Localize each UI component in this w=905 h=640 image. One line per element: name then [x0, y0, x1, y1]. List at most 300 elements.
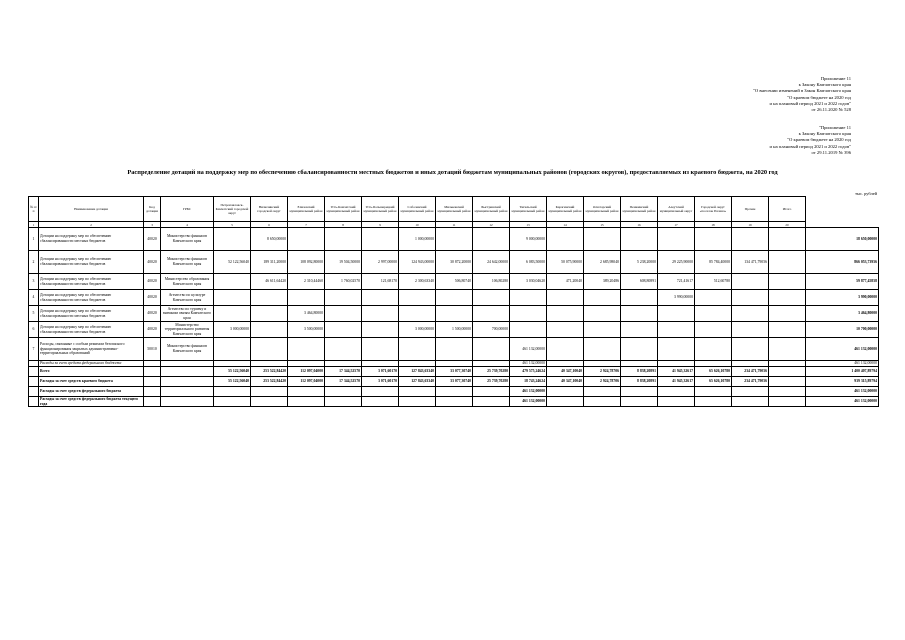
- column-number: 14: [547, 222, 584, 228]
- row-value: [214, 290, 251, 306]
- column-number: 5: [214, 222, 251, 228]
- totals-value: [288, 397, 325, 407]
- totals-value: 17 344,52570: [325, 367, 362, 377]
- totals-value: 461 132,00000: [510, 387, 547, 397]
- row-value: [732, 338, 769, 361]
- column-header: Мильковский муниципальный район: [436, 197, 473, 222]
- column-header: ГРБС: [161, 197, 214, 222]
- totals-value: 40 347,10040: [547, 367, 584, 377]
- column-number: 17: [658, 222, 695, 228]
- appendix-block-current: [753, 76, 851, 113]
- row-value: 24 642,00000: [473, 251, 510, 274]
- column-number: 8: [325, 222, 362, 228]
- row-value: 85 784,40000: [695, 251, 732, 274]
- row-value: [399, 338, 436, 361]
- column-number: 6: [251, 222, 288, 228]
- totals-value: [732, 397, 769, 407]
- row-value: 50 075,90000: [547, 251, 584, 274]
- totals-value: [251, 397, 288, 407]
- row-value: 2 685,98040: [584, 251, 621, 274]
- row-value: [658, 228, 695, 251]
- totals-value: 33 077,30740: [436, 377, 473, 387]
- totals-value: 479 575,24624: [510, 367, 547, 377]
- row-value: 461 132,00000: [510, 361, 547, 367]
- column-number: 16: [621, 222, 658, 228]
- table-row: [29, 306, 879, 322]
- row-value: [584, 228, 621, 251]
- column-number: 3: [144, 222, 161, 228]
- row-value: [251, 322, 288, 338]
- row-value: [214, 274, 251, 290]
- column-number: 4: [161, 222, 214, 228]
- row-name: Дотации на поддержку мер по обеспечению сбалансированности местных бюджетов: [39, 322, 144, 338]
- totals-value: 65 626,10780: [695, 367, 732, 377]
- row-code: 40020: [144, 290, 161, 306]
- appendix-line: от 26.11.2020 № 528: [811, 107, 851, 113]
- row-number: [29, 367, 39, 377]
- row-grbs: Министерство финансов Камчатского края: [161, 251, 214, 274]
- row-value: [436, 306, 473, 322]
- totals-value: [473, 387, 510, 397]
- row-grbs: Министерство финансов Камчатского края: [161, 228, 214, 251]
- row-value: [510, 306, 547, 322]
- totals-value: [436, 397, 473, 407]
- totals-value: [399, 397, 436, 407]
- row-value: [325, 290, 362, 306]
- row-value: 506,80740: [436, 274, 473, 290]
- column-header: № п/п: [29, 197, 39, 222]
- totals-value: [769, 397, 806, 407]
- totals-label: Расходы за счет средств федерального бюджета: [39, 387, 144, 397]
- totals-value: [769, 367, 806, 377]
- row-code: 50010: [144, 338, 161, 361]
- row-code: [144, 377, 161, 387]
- row-code: [144, 397, 161, 407]
- row-value: 8 650,00000: [251, 228, 288, 251]
- row-value: 19 504,50000: [325, 251, 362, 274]
- totals-value: 112 097,04000: [288, 367, 325, 377]
- totals-value: 41 945,32617: [658, 367, 695, 377]
- row-value: 3 990,00000: [658, 290, 695, 306]
- row-value: 124 943,00000: [399, 251, 436, 274]
- row-value: [362, 322, 399, 338]
- totals-value: 33 077,30740: [436, 367, 473, 377]
- appendix-line: и на плановый период 2021 и 2022 годов": [769, 143, 851, 149]
- row-value: [769, 290, 806, 306]
- row-value: [695, 290, 732, 306]
- row-value: 471,20040: [547, 274, 584, 290]
- totals-value: [769, 387, 806, 397]
- row-code: 40020: [144, 228, 161, 251]
- row-value: 1 000,00000: [399, 228, 436, 251]
- row-value: [510, 322, 547, 338]
- row-value: 3 500,00000: [288, 322, 325, 338]
- totals-value: 25 739,70280: [473, 377, 510, 387]
- row-number: 2: [29, 251, 39, 274]
- totals-value: 2 924,78706: [584, 367, 621, 377]
- column-header: Вилючинский городской округ: [251, 197, 288, 222]
- totals-label: Расходы за счет средств краевого бюджета: [39, 377, 144, 387]
- table-row: [29, 338, 879, 361]
- row-code: [144, 387, 161, 397]
- row-value: 46 611,64420: [251, 274, 288, 290]
- totals-value: [362, 397, 399, 407]
- appendix-line: к Закону Камчатского края: [798, 131, 851, 137]
- column-header: Пенжинский муниципальный район: [621, 197, 658, 222]
- row-total: 866 053,73956: [806, 251, 879, 274]
- totals-value: 17 344,52570: [325, 377, 362, 387]
- row-value: [695, 338, 732, 361]
- row-total: 59 877,45858: [806, 274, 879, 290]
- row-number: [29, 397, 39, 407]
- column-header: Алеутский муниципальный округ: [658, 197, 695, 222]
- totals-total: 939 315,89794: [806, 377, 879, 387]
- column-header: Городской округ «поселок Палана»: [695, 197, 732, 222]
- totals-value: [621, 387, 658, 397]
- totals-row: [29, 387, 879, 397]
- column-header: Наименование дотации: [39, 197, 144, 222]
- totals-total: 1 400 407,89794: [806, 367, 879, 377]
- row-value: [436, 338, 473, 361]
- totals-value: 18 743,24624: [510, 377, 547, 387]
- row-value: 6 083,50000: [510, 251, 547, 274]
- row-value: [732, 290, 769, 306]
- row-value: [362, 306, 399, 322]
- row-value: [769, 228, 806, 251]
- appendix-line: "О краевом бюджете на 2020 год: [787, 137, 851, 143]
- row-number: 4: [29, 290, 39, 306]
- row-value: [547, 306, 584, 322]
- row-value: 461 132,00000: [510, 338, 547, 361]
- row-value: [473, 290, 510, 306]
- row-value: 5 238,20000: [621, 251, 658, 274]
- row-name: Дотации на поддержку мер по обеспечению сбалансированности местных бюджетов: [39, 251, 144, 274]
- row-value: [251, 338, 288, 361]
- row-total: 3 464,80000: [806, 306, 879, 322]
- row-value: [769, 338, 806, 361]
- row-number: [29, 387, 39, 397]
- appendix-line: к Закону Камчатского края: [798, 82, 851, 88]
- appendix-line: от 29.11.2019 № 396: [811, 149, 851, 155]
- totals-total: 461 132,00000: [806, 397, 879, 407]
- totals-value: 25 739,70280: [473, 367, 510, 377]
- row-value: [695, 322, 732, 338]
- totals-value: [362, 387, 399, 397]
- row-value: [621, 306, 658, 322]
- column-number: 7: [288, 222, 325, 228]
- appendix-line: и на плановый период 2021 и 2022 годов": [769, 100, 851, 106]
- table-row: [29, 322, 879, 338]
- row-total: 461 132,00000: [806, 338, 879, 361]
- row-total: 3 990,00000: [806, 290, 879, 306]
- totals-value: [547, 387, 584, 397]
- totals-value: 55 122,56040: [214, 377, 251, 387]
- totals-value: 127 843,63340: [399, 367, 436, 377]
- row-number: 7: [29, 338, 39, 361]
- totals-value: 127 843,63340: [399, 377, 436, 387]
- row-value: [325, 306, 362, 322]
- column-header: Карагинский муниципальный район: [547, 197, 584, 222]
- row-value: [399, 306, 436, 322]
- totals-value: 112 097,04000: [288, 377, 325, 387]
- column-header: Итого: [769, 197, 806, 222]
- row-value: [251, 306, 288, 322]
- row-value: [547, 322, 584, 338]
- column-number: 15: [584, 222, 621, 228]
- totals-value: [695, 397, 732, 407]
- column-number: 18: [695, 222, 732, 228]
- row-value: 3 030,04620: [510, 274, 547, 290]
- column-header: Елизовский муниципальный район: [288, 197, 325, 222]
- column-number: 11: [436, 222, 473, 228]
- row-value: [621, 322, 658, 338]
- row-value: 389,20486: [584, 274, 621, 290]
- totals-value: 8 838,20891: [621, 367, 658, 377]
- totals-value: 234 471,79056: [732, 367, 769, 377]
- totals-value: 40 347,10040: [547, 377, 584, 387]
- row-value: [214, 228, 251, 251]
- row-value: [769, 306, 806, 322]
- row-value: 3 464,80000: [288, 306, 325, 322]
- row-value: 30 872,20000: [436, 251, 473, 274]
- totals-value: [288, 387, 325, 397]
- column-number: 12: [473, 222, 510, 228]
- totals-row: [29, 377, 879, 387]
- row-value: [732, 274, 769, 290]
- row-value: [621, 228, 658, 251]
- row-number: 3: [29, 274, 39, 290]
- row-value: [436, 290, 473, 306]
- row-value: [695, 306, 732, 322]
- totals-value: [214, 387, 251, 397]
- row-value: 3 000,00000: [214, 322, 251, 338]
- row-value: [584, 290, 621, 306]
- row-value: 3 000,00000: [399, 322, 436, 338]
- column-number: 2: [39, 222, 144, 228]
- row-grbs: Министерство территориального развития Камчатского края: [161, 322, 214, 338]
- row-value: 29 225,90000: [658, 251, 695, 274]
- row-code: 40020: [144, 251, 161, 274]
- row-value: 721,41617: [658, 274, 695, 290]
- row-value: [436, 228, 473, 251]
- totals-value: [584, 387, 621, 397]
- row-value: [658, 306, 695, 322]
- column-header: Тигильский муниципальный район: [510, 197, 547, 222]
- appendix-line: Приложение 11: [820, 76, 851, 81]
- row-value: 52 122,56040: [214, 251, 251, 274]
- row-value: 1 760,02570: [325, 274, 362, 290]
- row-total: 18 650,00000: [806, 228, 879, 251]
- totals-value: 253 522,84420: [251, 367, 288, 377]
- row-value: [325, 228, 362, 251]
- totals-value: [769, 377, 806, 387]
- table-row: [29, 290, 879, 306]
- row-name: Дотации на поддержку мер по обеспечению сбалансированности местных бюджетов: [39, 274, 144, 290]
- totals-value: 3 071,60170: [362, 377, 399, 387]
- row-code: 40020: [144, 322, 161, 338]
- units-label: тыс. рублей: [855, 191, 877, 196]
- row-grbs: Министерство образования Камчатского края: [161, 274, 214, 290]
- totals-label: Расходы за счет средств федерального бюджета текущего года: [39, 397, 144, 407]
- row-value: 121,68170: [362, 274, 399, 290]
- row-value: [399, 290, 436, 306]
- row-value: [621, 338, 658, 361]
- column-header: Усть-Большерецкий муниципальный район: [362, 197, 399, 222]
- row-name: Дотации на поддержку мер по обеспечению сбалансированности местных бюджетов: [39, 306, 144, 322]
- column-header: Код дотации: [144, 197, 161, 222]
- column-header: Олюторский муниципальный район: [584, 197, 621, 222]
- totals-value: [325, 387, 362, 397]
- totals-value: 55 122,56040: [214, 367, 251, 377]
- row-value: [473, 338, 510, 361]
- table-header-row: [29, 197, 879, 222]
- row-number: [29, 377, 39, 387]
- totals-value: [473, 397, 510, 407]
- row-grbs: Агентство по культуре Камчатского края: [161, 290, 214, 306]
- column-header: Соболевский муниципальный район: [399, 197, 436, 222]
- totals-value: [325, 397, 362, 407]
- totals-value: 234 471,79056: [732, 377, 769, 387]
- column-number: 1: [29, 222, 39, 228]
- row-value: [288, 338, 325, 361]
- column-number: 13: [510, 222, 547, 228]
- row-value: [658, 338, 695, 361]
- appendix-block-original: [770, 125, 851, 156]
- row-value: [325, 322, 362, 338]
- row-value: [584, 338, 621, 361]
- row-value: [325, 338, 362, 361]
- row-total: 461 132,00000: [806, 361, 879, 367]
- row-value: 106,80280: [473, 274, 510, 290]
- row-value: [584, 306, 621, 322]
- totals-value: [399, 387, 436, 397]
- column-header: Прочие: [732, 197, 769, 222]
- row-value: [214, 306, 251, 322]
- row-value: [510, 290, 547, 306]
- row-value: [695, 228, 732, 251]
- totals-value: [695, 387, 732, 397]
- row-name: Дотации на поддержку мер по обеспечению сбалансированности местных бюджетов: [39, 228, 144, 251]
- row-value: [732, 322, 769, 338]
- totals-value: [658, 387, 695, 397]
- row-value: [732, 228, 769, 251]
- row-value: 9 000,00000: [510, 228, 547, 251]
- totals-value: [584, 397, 621, 407]
- totals-value: 3 071,60170: [362, 367, 399, 377]
- row-value: [362, 228, 399, 251]
- column-header: Быстринский муниципальный район: [473, 197, 510, 222]
- row-value: [473, 306, 510, 322]
- row-name: Дотации на поддержку мер по обеспечению сбалансированности местных бюджетов: [39, 290, 144, 306]
- row-value: [769, 251, 806, 274]
- table-row: [29, 251, 879, 274]
- row-value: [769, 274, 806, 290]
- row-value: 608,80891: [621, 274, 658, 290]
- totals-value: [436, 387, 473, 397]
- table-row: [29, 274, 879, 290]
- row-value: 1 500,00000: [436, 322, 473, 338]
- column-number: 20: [769, 222, 806, 228]
- row-value: [547, 290, 584, 306]
- row-value: 512,60780: [695, 274, 732, 290]
- row-value: 700,00000: [473, 322, 510, 338]
- table-row: [29, 228, 879, 251]
- row-grbs: [161, 377, 214, 387]
- totals-row: [29, 397, 879, 407]
- row-value: 189 311,20000: [251, 251, 288, 274]
- row-value: [362, 338, 399, 361]
- totals-value: [251, 387, 288, 397]
- totals-value: 65 626,10780: [695, 377, 732, 387]
- row-value: [362, 290, 399, 306]
- row-value: [288, 290, 325, 306]
- row-value: 108 092,80000: [288, 251, 325, 274]
- row-code: 40020: [144, 274, 161, 290]
- row-grbs: Агентство по туризму и внешним связям Камчатского края: [161, 306, 214, 322]
- row-total: 10 700,00000: [806, 322, 879, 338]
- row-grbs: [161, 397, 214, 407]
- totals-value: 253 522,84420: [251, 377, 288, 387]
- document-title: Распределение дотаций на поддержку мер по обеспечению сбалансированности местных бюджетов и иных дотаций бюджетам муниципальных районов (городских округов), предоставляемых из краевого бюджета, на 2020 год: [127, 169, 778, 176]
- totals-total: 461 132,00000: [806, 387, 879, 397]
- column-header: Петропавловск-Камчатский городской округ: [214, 197, 251, 222]
- row-value: [214, 338, 251, 361]
- row-name: Расходы за счет средств федерального бюджета: [39, 361, 144, 367]
- totals-value: [658, 397, 695, 407]
- row-grbs: [161, 387, 214, 397]
- row-value: 2 310,44460: [288, 274, 325, 290]
- row-value: 2 997,00000: [362, 251, 399, 274]
- totals-row: [29, 367, 879, 377]
- row-value: [473, 228, 510, 251]
- row-value: [547, 338, 584, 361]
- row-name: Расходы, связанные с особым режимом безопасного функционирования закрытых административно-территориальных образований: [39, 338, 144, 361]
- appendix-line: "Приложение 11: [818, 125, 851, 130]
- totals-value: [732, 387, 769, 397]
- row-value: [547, 228, 584, 251]
- row-value: [732, 306, 769, 322]
- totals-value: 2 924,78706: [584, 377, 621, 387]
- column-number: 9: [362, 222, 399, 228]
- row-value: [584, 322, 621, 338]
- totals-value: 461 132,00000: [510, 397, 547, 407]
- totals-value: [547, 397, 584, 407]
- row-value: [621, 290, 658, 306]
- appendix-line: "О внесении изменений в Закон Камчатского края: [753, 88, 851, 94]
- totals-value: 8 838,20891: [621, 377, 658, 387]
- row-number: 5: [29, 306, 39, 322]
- row-value: 2 300,63340: [399, 274, 436, 290]
- row-value: [251, 290, 288, 306]
- appendix-line: "О краевом бюджете на 2020 год: [787, 94, 851, 100]
- totals-label: Всего: [39, 367, 144, 377]
- row-value: [288, 228, 325, 251]
- row-grbs: [161, 367, 214, 377]
- subsidy-table: [28, 196, 879, 407]
- row-number: 1: [29, 228, 39, 251]
- column-header: Усть-Камчатский муниципальный район: [325, 197, 362, 222]
- column-number: 19: [732, 222, 769, 228]
- row-value: 134 471,79056: [732, 251, 769, 274]
- row-grbs: Министерство финансов Камчатского края: [161, 338, 214, 361]
- row-value: [769, 322, 806, 338]
- row-code: [144, 367, 161, 377]
- column-number: 10: [399, 222, 436, 228]
- totals-value: [621, 397, 658, 407]
- totals-value: [214, 397, 251, 407]
- row-code: 40020: [144, 306, 161, 322]
- row-number: 6: [29, 322, 39, 338]
